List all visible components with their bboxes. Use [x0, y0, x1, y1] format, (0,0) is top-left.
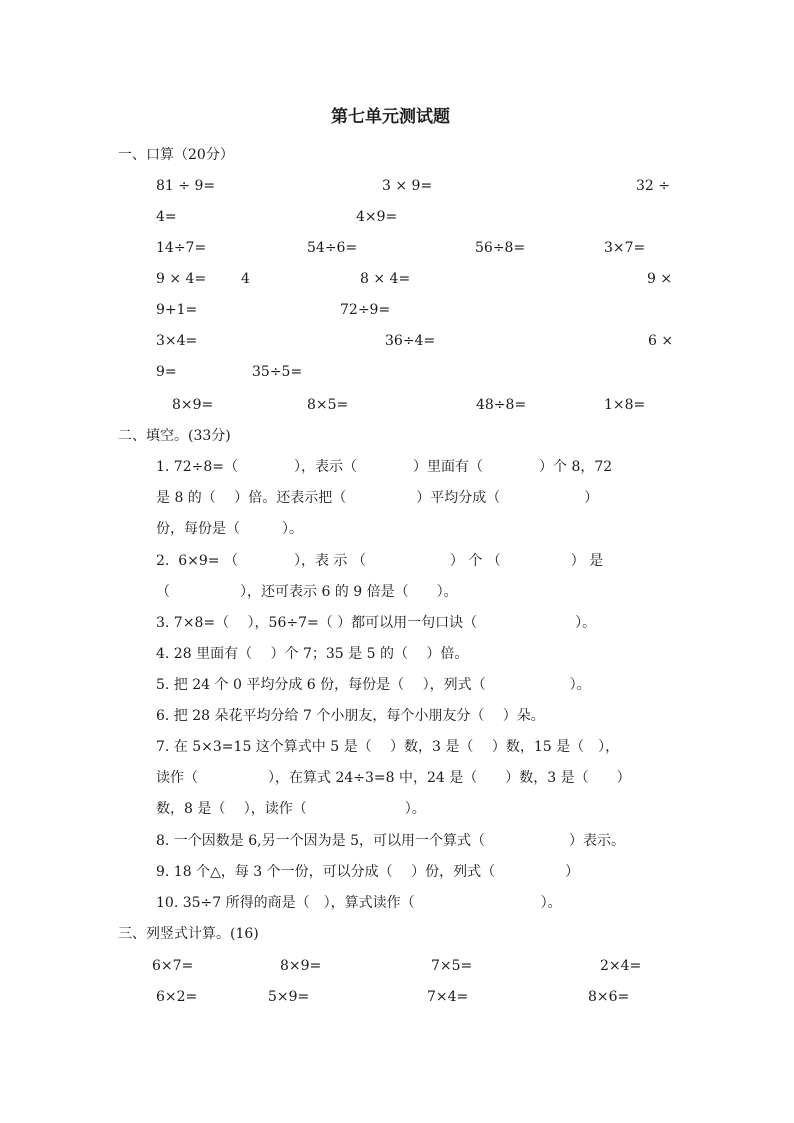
question-line: （ ），还可表示 6 的 9 倍是（ ）。 [156, 584, 458, 600]
section-heading: 三、列竖式计算。(16) [118, 926, 259, 942]
math-item: 9 × [647, 271, 673, 287]
math-item: 9= [156, 364, 177, 380]
math-item: 4 [241, 271, 250, 287]
question-line: 2. 6×9= （ ），表 示 （ ） 个 （ ） 是 [156, 553, 604, 569]
math-item: 35÷5= [252, 364, 303, 380]
math-item: 3×4= [156, 333, 198, 349]
question-line: 1. 72÷8=（ ），表示（ ）里面有（ ）个 8，72 [156, 459, 613, 475]
question-line: 6. 把 28 朵花平均分给 7 个小朋友，每个小朋友分（ ）朵。 [156, 708, 545, 724]
math-item: 9+1= [156, 302, 198, 318]
math-item: 6×7= [152, 958, 194, 974]
math-item: 9 × 4= [156, 271, 207, 287]
math-item: 32 ÷ [636, 178, 670, 194]
question-line: 3. 7×8=（ ），56÷7=（ ）都可以用一句口诀（ ）。 [156, 615, 597, 631]
math-item: 4×9= [356, 209, 398, 225]
question-line: 5. 把 24 个 0 平均分成 6 份，每份是（ ），列式（ ）。 [156, 677, 591, 693]
math-item: 3×7= [604, 240, 646, 256]
section-heading: 二、填空。(33分) [118, 428, 231, 444]
section-heading: 一、口算（20分） [118, 147, 234, 163]
math-item: 7×5= [431, 958, 473, 974]
math-item: 54÷6= [307, 240, 358, 256]
question-line: 是 8 的（ ）倍。还表示把（ ）平均分成（ ） [156, 490, 599, 506]
question-line: 9. 18 个△，每 3 个一份，可以分成（ ）份，列式（ ） [156, 864, 580, 880]
question-line: 10. 35÷7 所得的商是（ ），算式读作（ ）。 [156, 895, 562, 911]
page-title: 第七单元测试题 [331, 107, 450, 127]
math-item: 72÷9= [340, 302, 391, 318]
question-line: 读作（ ），在算式 24÷3=8 中，24 是（ ）数，3 是（ ） [156, 770, 631, 786]
math-item: 36÷4= [385, 333, 436, 349]
math-item: 8×6= [588, 989, 630, 1005]
math-item: 2×4= [600, 958, 642, 974]
math-item: 1×8= [604, 397, 646, 413]
math-item: 48÷8= [476, 397, 527, 413]
math-item: 8×5= [307, 397, 349, 413]
math-item: 3 × 9= [382, 178, 433, 194]
question-line: 8. 一个因数是 6,另一个因为是 5，可以用一个算式（ ）表示。 [156, 833, 625, 849]
question-line: 4. 28 里面有（ ）个 7；35 是 5 的（ ）倍。 [156, 646, 469, 662]
math-item: 8 × 4= [360, 271, 411, 287]
math-item: 6 × [648, 333, 674, 349]
question-line: 数，8 是（ ），读作（ ）。 [156, 801, 426, 817]
math-item: 4= [156, 209, 177, 225]
math-item: 7×4= [427, 989, 469, 1005]
question-line: 份，每份是（ ）。 [156, 521, 303, 537]
math-item: 14÷7= [156, 240, 207, 256]
question-line: 7. 在 5×3=15 这个算式中 5 是（ ）数，3 是（ ）数，15 是（ ）， [156, 739, 620, 755]
math-item: 8×9= [172, 397, 214, 413]
math-item: 6×2= [156, 989, 198, 1005]
math-item: 56÷8= [475, 240, 526, 256]
math-item: 8×9= [280, 958, 322, 974]
math-item: 81 ÷ 9= [156, 178, 216, 194]
math-item: 5×9= [268, 989, 310, 1005]
